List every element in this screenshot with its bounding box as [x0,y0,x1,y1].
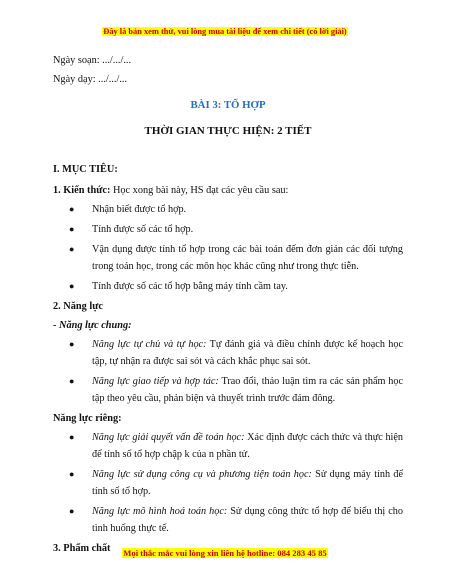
bullet-icon: ● [69,281,75,291]
bullet-icon: ● [69,376,75,386]
list-item [53,336,403,370]
preview-banner-text: Đây là bản xem thử, vui lòng mua tài liệu để xem chi tiết (có lời giải) [103,27,347,36]
hotline-banner [0,548,450,558]
knowledge-intro: Học xong bài này, HS đạt các yêu cầu sau: [110,185,289,196]
list-item-text: Sử dụng công thức tổ hợp để biểu thị cho tình huống thực tế. [92,506,403,534]
competence-heading: 2. Năng lực [53,301,103,312]
list-item-text: Nhận biết được tổ hợp. [92,204,187,215]
knowledge-paragraph [53,182,403,199]
list-item-term: Năng lực giải quyết vấn đề toán học: [92,432,245,443]
bullet-icon: ● [69,224,75,234]
document-body [53,51,403,557]
specific-competence-list [53,429,403,537]
general-competence-heading: - Năng lực chung: [53,320,132,331]
list-item-text: Tính được số các tổ hợp bằng máy tính cầm tay. [92,281,288,292]
date-taught: Ngày dạy: .../.../... [53,74,128,85]
list-item-term: Năng lực tự chủ và tự học: [92,339,207,350]
duration-heading: THỜI GIAN THỰC HIỆN: 2 TIẾT [144,125,312,137]
list-item [53,373,403,407]
list-item-text: Trao đổi, thảo luận tìm ra các sản phẩm học tập theo yêu cầu, phản biện và thuyết trình trước đám đông. [92,376,404,404]
list-item [53,278,403,295]
bullet-icon: ● [69,506,75,516]
knowledge-label: 1. Kiến thức: [53,185,111,196]
bullet-icon: ● [69,244,75,254]
list-item [53,429,403,463]
bullet-icon: ● [69,204,75,214]
list-item-text: Tính được số các tổ hợp. [92,224,194,235]
list-item-text: Vận dụng được tính tổ hợp trong các bài toán đếm đơn giản các đối tượng trong toán học, trong các môn học khác cũng như trong thực tiễn. [92,244,403,272]
list-item [53,466,403,500]
bullet-icon: ● [69,339,75,349]
date-prepared: Ngày soạn: .../.../... [53,55,132,66]
qualities-heading: 3. Phẩm chất [53,543,111,554]
bullet-icon: ● [69,432,75,442]
list-item [53,241,403,275]
hotline-banner-text: Mọi thắc mắc vui lòng xin liên hệ hotline: 084 283 45 85 [123,548,327,558]
lesson-title: BÀI 3: TỔ HỢP [190,99,266,111]
list-item [53,201,403,218]
knowledge-list [53,201,403,295]
bullet-icon: ● [69,469,75,479]
list-item-text: Xác định được cách thức và thực hiện để tính số tổ hợp chập k của n phần tử. [92,432,403,460]
specific-competence-heading: Năng lực riêng: [53,413,122,424]
list-item-text: Sử dụng máy tính để tính số tổ hợp. [92,469,403,497]
list-item-text: Tự đánh giá và điều chỉnh được kế hoạch học tập, tự nhận ra được sai sót và cách khắc phục sai sót. [92,339,403,367]
preview-banner [0,27,450,36]
list-item [53,221,403,238]
list-item-term: Năng lực giao tiếp và hợp tác: [92,376,219,387]
general-competence-list [53,336,403,407]
list-item [53,503,403,537]
section-goals-heading: I. MỤC TIÊU: [53,164,118,175]
list-item-term: Năng lực sử dụng công cụ và phương tiện toán học: [92,469,312,480]
list-item-term: Năng lực mô hình hoá toán học: [92,506,228,517]
